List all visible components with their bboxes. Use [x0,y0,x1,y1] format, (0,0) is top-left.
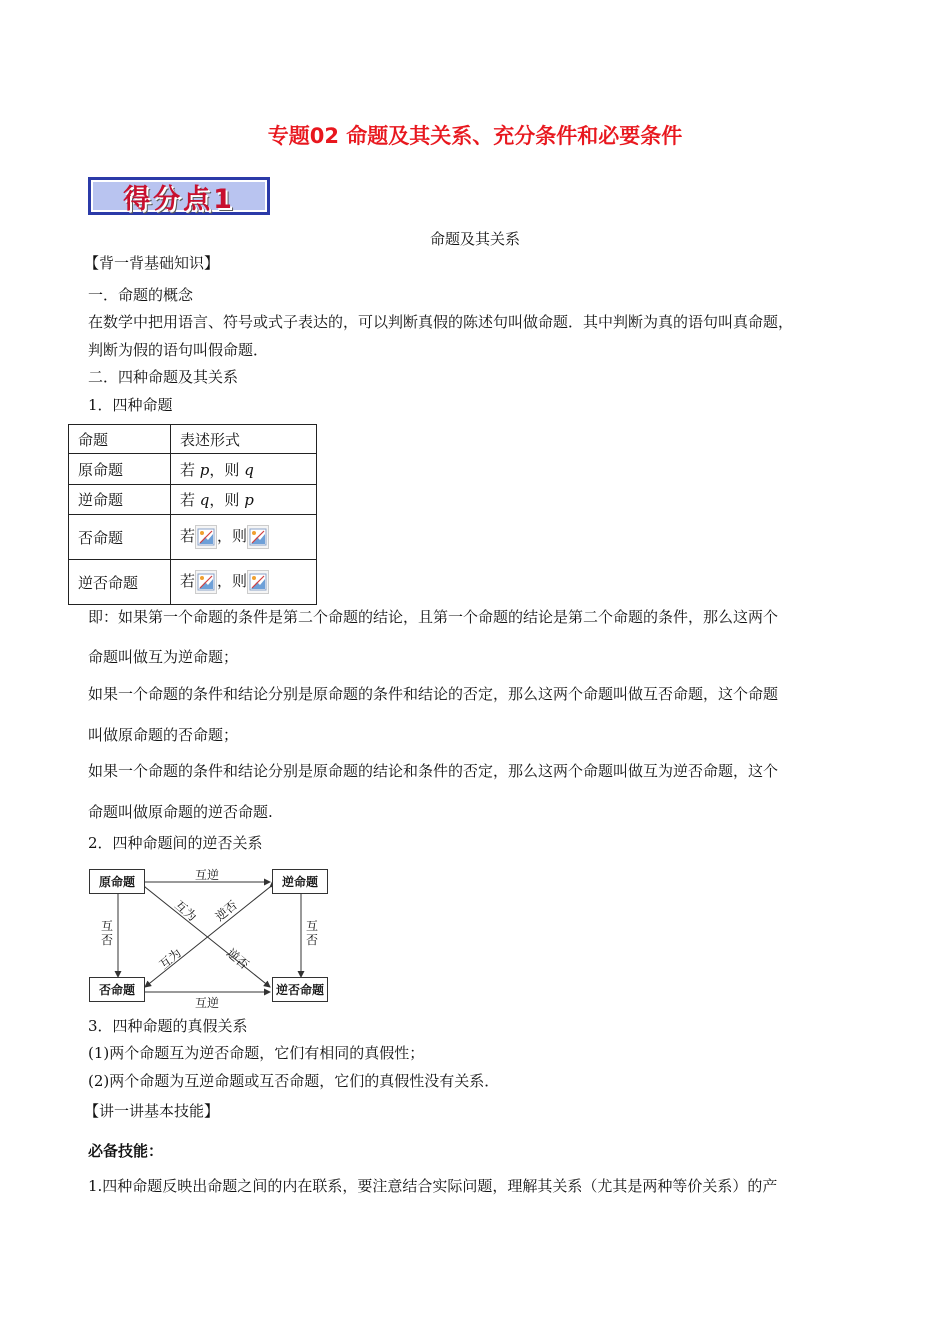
bracket-heading-skills: 【讲一讲基本技能】 [84,1102,220,1120]
bracket-heading-basics: 【背一背基础知识】 [84,254,220,272]
section-badge [88,177,270,215]
table-cell: 若 ，则 [171,515,317,560]
proposition-table [68,424,317,605]
broken-image-icon [247,525,269,549]
subheading-1: 1．四种命题 [88,396,173,414]
edge-label-bottom: 互逆 [195,996,220,1010]
paragraph-line: 如果一个命题的条件和结论分别是原命题的结论和条件的否定，那么这两个命题叫做互为逆否命题，这个 [88,762,779,780]
paragraph-line: 1.四种命题反映出命题之间的内在联系，要注意结合实际问题，理解其关系（尤其是两种等价关系）的产 [88,1177,778,1195]
edge-label-left: 互否 [100,919,113,947]
paragraph-line: (2)两个命题为互逆命题或互否命题，它们的真假性没有关系． [88,1072,500,1090]
node-original: 原命题 [89,869,145,894]
paragraph-line: (1)两个命题互为逆否命题，它们有相同的真假性； [88,1044,425,1062]
table-cell: 若 p，则 q [171,454,317,485]
node-inverse: 否命题 [89,977,145,1002]
paragraph-line: 命题叫做原命题的逆否命题. [88,803,273,821]
table-header-cell: 表述形式 [171,425,317,454]
subheading-3: 3．四种命题的真假关系 [88,1017,248,1035]
skills-heading: 必备技能： [88,1142,164,1160]
broken-image-icon [247,570,269,594]
broken-image-icon [195,525,217,549]
paragraph-line: 判断为假的语句叫假命题． [88,341,269,359]
broken-image-icon [195,570,217,594]
diag-label: 逆否 [212,897,241,924]
paragraph-line: 即：如果第一个命题的条件是第二个命题的结论，且第一个命题的结论是第二个命题的条件，那么这两个 [88,608,779,626]
subheading-four-propositions: 二．四种命题及其关系 [88,368,239,386]
subheading-concept: 一．命题的概念 [88,286,194,304]
table-cell: 原命题 [69,454,171,485]
table-header-cell: 命题 [69,425,171,454]
relationship-diagram [86,862,331,1010]
diag-label: 互为 [156,945,185,972]
node-converse: 逆命题 [272,869,328,894]
paragraph-line: 在数学中把用语言、符号或式子表达的，可以判断真假的陈述句叫做命题．其中判断为真的语句叫真命题， [88,313,794,331]
edge-label-right: 互否 [305,919,318,947]
edge-label-top: 互逆 [195,868,220,882]
table-row [69,485,317,515]
paragraph-line: 命题叫做互为逆命题； [88,648,239,666]
table-row [69,515,317,560]
node-contrapositive: 逆否命题 [272,977,328,1002]
table-cell: 若 q，则 p [171,485,317,515]
table-cell: 逆否命题 [69,560,171,605]
table-row [69,454,317,485]
table-row [69,560,317,605]
diag-label: 互为 [171,897,200,924]
subheading-2: 2．四种命题间的逆否关系 [88,834,263,852]
badge-label: 得分点1 [123,183,235,215]
table-header-row [69,425,317,454]
page-title: 专题02 命题及其关系、充分条件和必要条件 [267,124,683,148]
diag-label: 逆否 [223,945,252,972]
table-cell: 若 ，则 [171,560,317,605]
section-heading: 命题及其关系 [429,230,520,248]
paragraph-line: 叫做原命题的否命题； [88,726,239,744]
table-cell: 逆命题 [69,485,171,515]
table-cell: 否命题 [69,515,171,560]
paragraph-line: 如果一个命题的条件和结论分别是原命题的条件和结论的否定，那么这两个命题叫做互否命题，这个命题 [88,685,779,703]
